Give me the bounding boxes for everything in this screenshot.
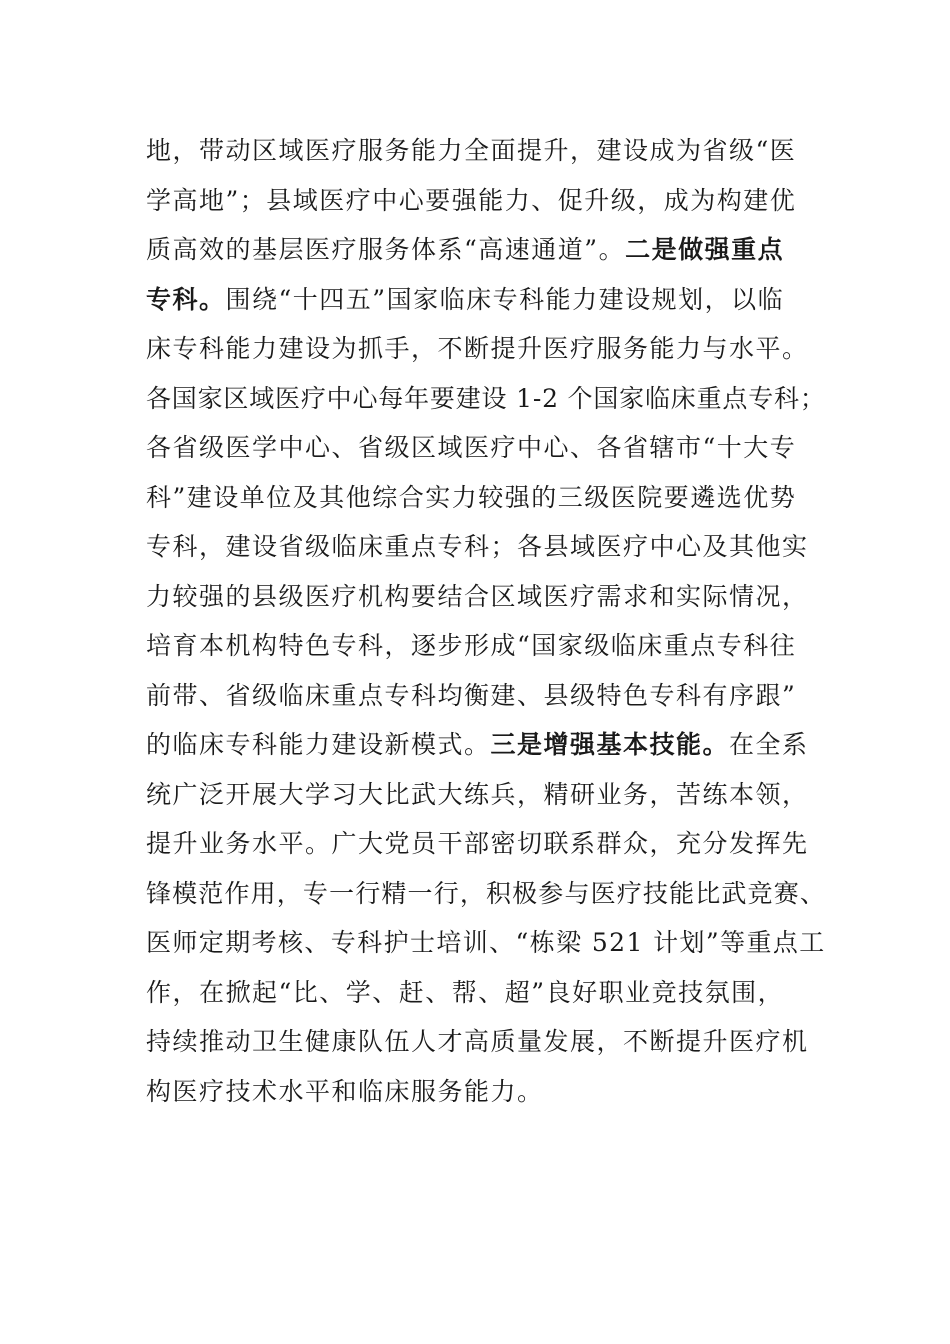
text-line: [146, 572, 826, 622]
body-text: 持续推动卫生健康队伍人才高质量发展，不断提升医疗机: [146, 1027, 809, 1056]
bold-heading-text: 三是增强基本技能。: [490, 730, 730, 759]
body-text: 围绕“十四五”国家临床专科能力建设规划，以临: [225, 284, 785, 314]
text-line: [146, 324, 826, 374]
body-text: 各省级医学中心、省级区域医疗中心、各省辖市“十大专: [146, 433, 797, 462]
body-text: 提升业务水平。广大党员干部密切联系群众，充分发挥先: [146, 829, 809, 858]
text-line: [146, 126, 826, 176]
body-paragraph: [146, 126, 826, 1116]
body-text: 培育本机构特色专科，逐步形成“国家级临床重点专科往: [146, 631, 797, 660]
text-line: [146, 720, 826, 770]
bold-heading-text: 二是做强重点: [625, 235, 785, 264]
body-text: 地，带动区域医疗服务能力全面提升，建设成为省级“医: [146, 136, 797, 165]
text-line: [146, 869, 826, 919]
text-line: [146, 176, 826, 226]
text-line: [146, 1017, 826, 1067]
text-line: [146, 819, 826, 869]
text-line: [146, 374, 826, 424]
text-line: [146, 770, 826, 820]
text-line: [146, 968, 826, 1018]
text-line: [146, 671, 826, 721]
body-text: 构医疗技术水平和临床服务能力。: [146, 1076, 544, 1106]
body-text: 床专科能力建设为抓手，不断提升医疗服务能力与水平。: [146, 334, 809, 363]
body-text: 专科，建设省级临床重点专科；各县域医疗中心及其他实: [146, 532, 809, 561]
text-line: [146, 621, 826, 671]
body-text: 统广泛开展大学习大比武大练兵，精研业务，苦练本领，: [146, 779, 809, 809]
text-line: [146, 423, 826, 473]
text-line: [146, 522, 826, 572]
body-text: 学高地”；县域医疗中心要强能力、促升级，成为构建优: [146, 185, 797, 215]
body-text: 各国家区域医疗中心每年要建设 1-2 个国家临床重点专科；: [146, 383, 826, 413]
text-line: [146, 473, 826, 523]
body-text: 作，在掀起“比、学、赶、帮、超”良好职业竞技氛围，: [146, 977, 785, 1007]
text-line: [146, 225, 826, 275]
body-text: 质高效的基层医疗服务体系“高速通道”。: [146, 235, 626, 264]
body-text: 锋模范作用，专一行精一行，积极参与医疗技能比武竞赛、: [146, 878, 827, 908]
bold-heading-text: 专科。: [146, 284, 226, 314]
text-line: [146, 918, 826, 968]
body-text: 医师定期考核、专科护士培训、“栋梁 521 计划”等重点工: [146, 928, 826, 957]
body-text: 的临床专科能力建设新模式。: [146, 730, 491, 759]
text-line: [146, 1067, 826, 1117]
body-text: 前带、省级临床重点专科均衡建、县级特色专科有序跟”: [146, 680, 797, 710]
body-text: 科”建设单位及其他综合实力较强的三级医院要遴选优势: [146, 482, 797, 512]
body-text: 在全系: [729, 730, 809, 759]
text-line: [146, 275, 826, 325]
body-text: 力较强的县级医疗机构要结合区域医疗需求和实际情况，: [146, 581, 809, 611]
